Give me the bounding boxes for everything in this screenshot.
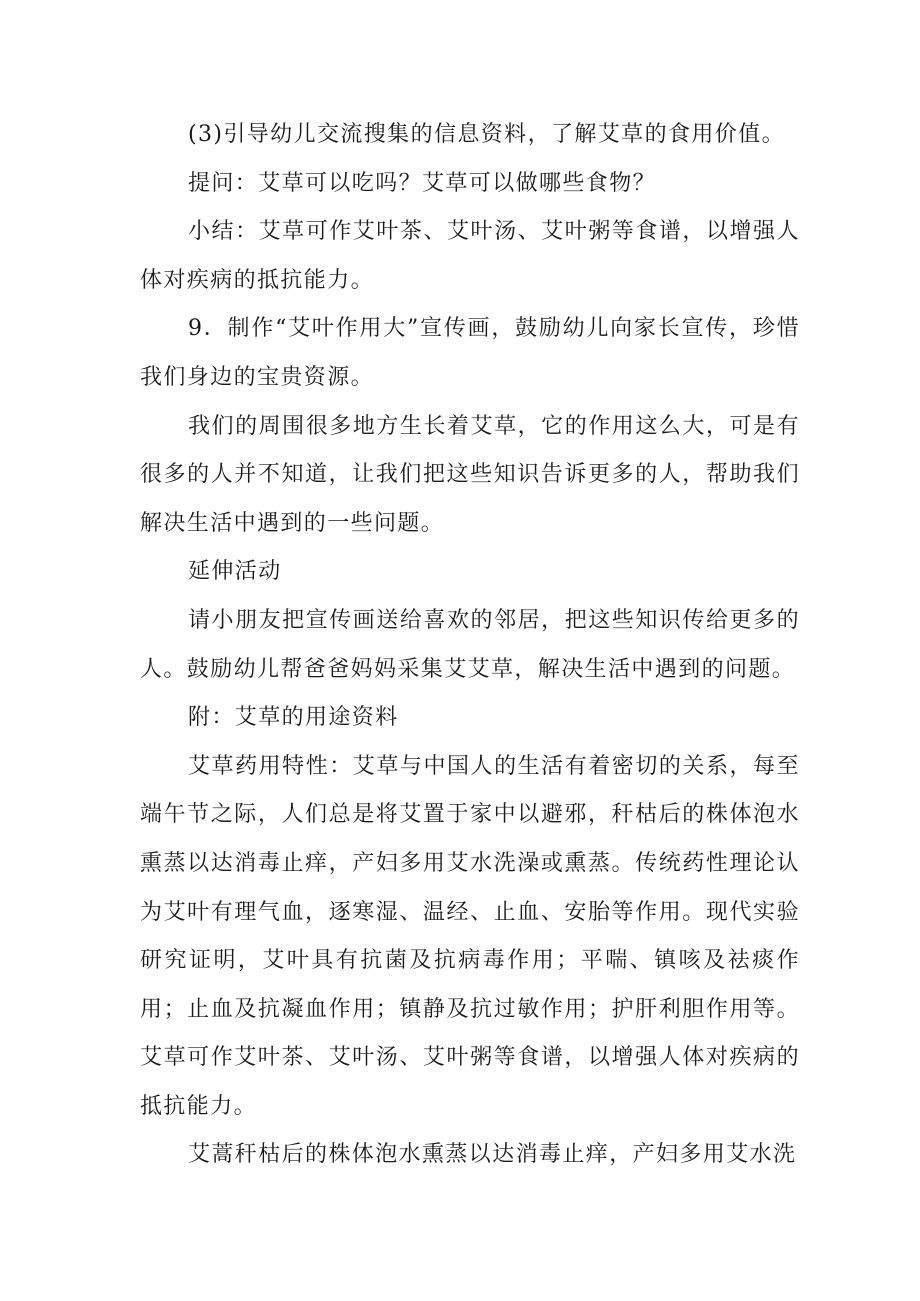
paragraph-summary: 小结：艾草可作艾叶茶、艾叶汤、艾叶粥等食谱，以增强人体对疾病的抵抗能力。 [140, 219, 800, 293]
paragraph-medicinal-properties: 艾草药用特性：艾草与中国人的生活有着密切的关系，每至端午节之际，人们总是将艾置于家中以避邪，秆枯后的株体泡水熏蒸以达消毒止痒，产妇多用艾水洗澡或熏蒸。传统药性理论认为艾叶有理气血，逐寒湿、温经、止血、安胎等作用。现代实验研究证明，艾叶具有抗菌及抗病毒作用；平喘、镇咳及祛痰作用；止血及抗凝血作用；镇静及抗过敏作用；护肝利胆作用等。艾草可作艾叶茶、艾叶汤、艾叶粥等食谱，以增强人体对疾病的抵抗能力。 [140, 753, 800, 1119]
paragraph-step-9: 9．制作“艾叶作用大”宣传画，鼓励幼儿向家长宣传，珍惜我们身边的宝贵资源。 [140, 316, 800, 390]
section-heading-extension: 延伸活动 [188, 559, 282, 585]
paragraph-extension-activity: 请小朋友把宣传画送给喜欢的邻居，把这些知识传给更多的人。鼓励幼儿帮爸爸妈妈采集艾艾草，解决生活中遇到的问题。 [140, 607, 800, 682]
paragraph-question: 提问：艾草可以吃吗？艾草可以做哪些食物？ [188, 170, 657, 196]
paragraph-exchange-info: (3)引导幼儿交流搜集的信息资料，了解艾草的食用价值。 [188, 122, 785, 147]
paragraph-mugwort-usage: 艾蒿秆枯后的株体泡水熏蒸以达消毒止痒，产妇多用艾水洗 [188, 1142, 797, 1168]
section-heading-appendix: 附：艾草的用途资料 [188, 705, 399, 731]
document-body [140, 111, 800, 1180]
paragraph-spread-knowledge: 我们的周围很多地方生长着艾草，它的作用这么大，可是有很多的人并不知道，让我们把这些知识告诉更多的人，帮助我们解决生活中遇到的一些问题。 [140, 413, 800, 536]
